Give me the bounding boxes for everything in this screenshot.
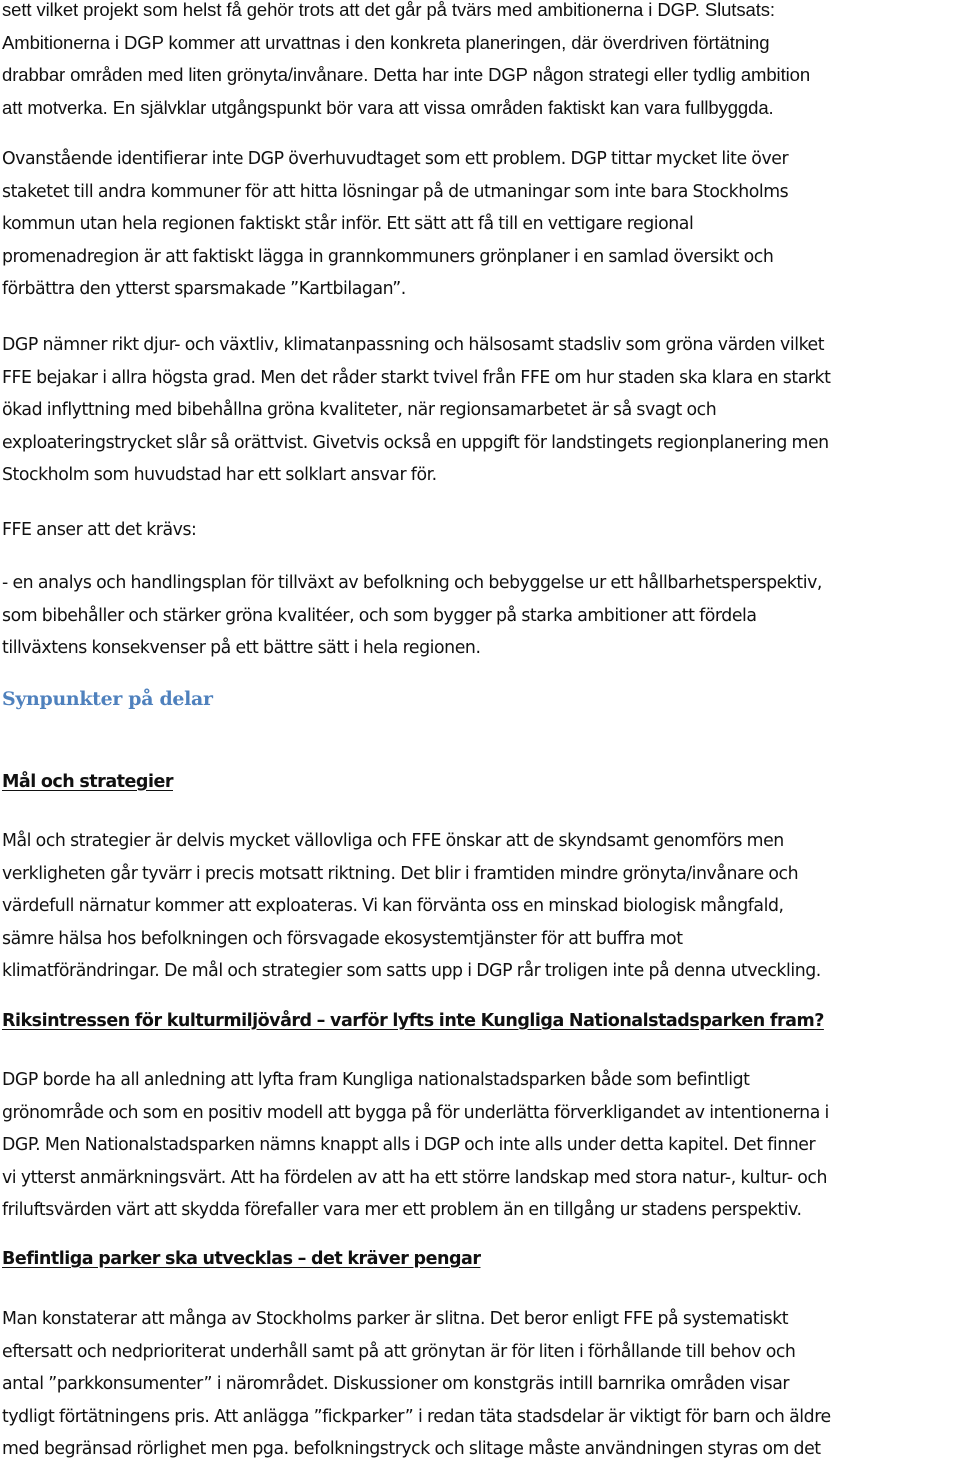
paragraph-parks: [0, 1303, 960, 1465]
text-line: sämre hälsa hos befolkningen och försvagade ekosystemtjänster för att buffra mot: [1, 928, 683, 949]
text-line: sett vilket projekt som helst få gehör trots att det går på tvärs med ambitionerna i DGP. Slutsats:: [1, 0, 775, 20]
text-line: verkligheten går tyvärr i precis motsatt riktning. Det blir i framtiden mindre grönyta/invånare och: [1, 863, 799, 884]
text-line: vi ytterst anmärkningsvärt. Att ha fördelen av att ha ett större landskap med stora natur-, kultur- och: [1, 1167, 828, 1188]
subheading-national-interests: [0, 1011, 960, 1031]
heading-synpunkter: Synpunkter på delar: [1, 688, 213, 710]
text-line: - en analys och handlingsplan för tillväxt av befolkning och bebyggelse ur ett hållbarhetsperspektiv,: [1, 573, 823, 593]
text-line: förbättra den ytterst sparsmakade ”Kartbilagan”.: [1, 279, 406, 300]
text-line: grönområde och som en positiv modell att bygga på för underlätta förverkligandet av intentionerna i: [1, 1102, 829, 1123]
text-line: tillväxtens konsekvenser på ett bättre sätt i hela regionen.: [1, 638, 481, 659]
heading-riksintressen: Riksintressen för kulturmiljövård – varför lyfts inte Kungliga Nationalstadsparken fram?: [1, 1011, 824, 1031]
paragraph-problem: [0, 143, 960, 306]
heading-befintliga-parker: Befintliga parker ska utvecklas – det kräver pengar: [1, 1249, 481, 1269]
text-line: DGP nämner rikt djur- och växtliv, klimatanpassning och hälsosamt stadsliv som gröna värden vilket: [1, 335, 825, 355]
text-line: DGP borde ha all anledning att lyfta fram Kungliga nationalstadsparken både som befintligt: [1, 1070, 750, 1090]
subheading-goals: [0, 772, 960, 792]
text-line: eftersatt och nedprioriterat underhåll samt på att grönytan är för liten i förhållande till behov och: [1, 1341, 796, 1362]
text-line: tydligt förtätningens pris. Att anlägga ”fickparker” i redan täta stadsdelar är viktigt för barn och äldre: [1, 1406, 831, 1427]
heading-mal-och-strategier: Mål och strategier: [1, 772, 173, 792]
text-line: Stockholm som huvudstad har ett solklart ansvar för.: [1, 465, 437, 486]
text-line: som bibehåller och stärker gröna kvalitéer, och som bygger på starka ambitioner att fördela: [1, 605, 757, 626]
text-line: Mål och strategier är delvis mycket vällovliga och FFE önskar att de skyndsamt genomförs men: [1, 831, 784, 851]
paragraph-goals: [0, 825, 960, 988]
paragraph-national-park: [0, 1064, 960, 1227]
text-line: antal ”parkkonsumenter” i närområdet. Diskussioner om konstgräs intill barnrika områden visar: [1, 1374, 790, 1395]
text-line: med begränsad rörlighet men pga. befolkningstryck och slitage måste användningen styras om det: [1, 1439, 821, 1460]
text-line: ökad inflyttning med bibehållna gröna kvaliteter, när regionsamarbetet är så svagt och: [1, 400, 717, 421]
text-line: drabbar områden med liten grönyta/invånare. Detta har inte DGP någon strategi eller tydlig ambition: [1, 64, 811, 85]
text-line: exploateringstrycket slår så orättvist. Givetvis också en uppgift för landstingets regionplanering men: [1, 432, 829, 453]
text-line: friluftsvärden värt att skydda förefaller vara mer ett problem än en tillgång ur stadens perspektiv.: [1, 1200, 802, 1221]
text-line: FFE anser att det krävs:: [1, 520, 197, 540]
text-line: DGP. Men Nationalstadsparken nämns knappt alls i DGP och inte alls under detta kapitel. Det finner: [1, 1135, 816, 1156]
text-line: staketet till andra kommuner för att hitta lösningar på de utmaningar som inte bara Stockholms: [1, 181, 789, 202]
section-heading: [0, 688, 960, 710]
subheading-parks: [0, 1249, 960, 1269]
paragraph-requirements-intro: [0, 514, 960, 547]
text-line: att motverka. En självklar utgångspunkt bör vara att vissa områden faktiskt kan vara fullbyggda.: [1, 96, 774, 118]
text-line: Ambitionerna i DGP kommer att urvattnas i den konkreta planeringen, där överdriven förtätning: [1, 31, 770, 53]
text-line: FFE bejakar i allra högsta grad. Men det råder starkt tvivel från FFE om hur staden ska klara en starkt: [1, 367, 831, 388]
text-line: Ovanstående identifierar inte DGP överhuvudtaget som ett problem. DGP tittar mycket lite över: [1, 149, 789, 169]
text-line: Man konstaterar att många av Stockholms parker är slitna. Det beror enligt FFE på systematiskt: [1, 1309, 789, 1329]
paragraph-requirements: [0, 567, 960, 665]
paragraph-conclusion: [0, 0, 960, 124]
text-line: klimatförändringar. De mål och strategier som satts upp i DGP rår troligen inte på denna utveckling.: [1, 961, 821, 982]
paragraph-green-values: [0, 329, 960, 492]
text-line: värdefull närnatur kommer att exploateras. Vi kan förvänta oss en minskad biologisk mångfald,: [1, 896, 784, 917]
text-line: kommun utan hela regionen faktiskt står inför. Ett sätt att få till en vettigare regional: [1, 214, 694, 235]
text-line: promenadregion är att faktiskt lägga in grannkommuners grönplaner i en samlad översikt och: [1, 246, 774, 267]
